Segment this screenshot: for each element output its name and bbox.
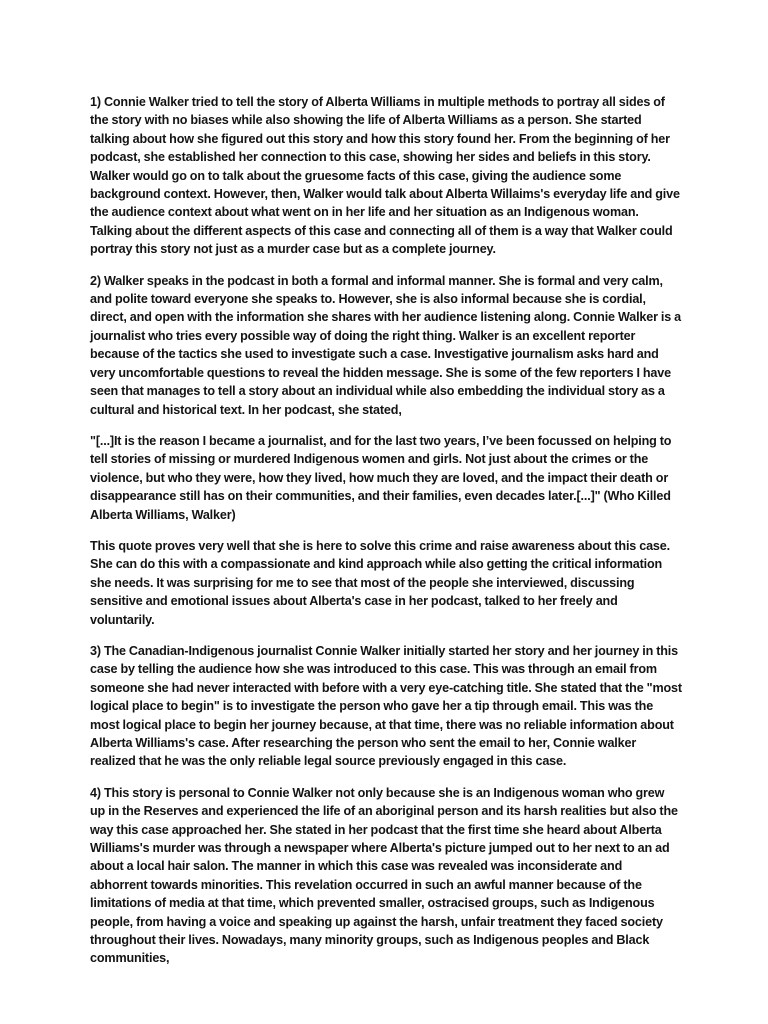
paragraph-answer-1: 1) Connie Walker tried to tell the story of Alberta Williams in multiple methods to portray all sides of the story with no biases while also showing the life of Alberta Williams as a person. She started talking about how she figured out this story and how this story found her. From the beginning of her podcast, she established her connection to this case, showing her sides and beliefs in this story. Walker would go on to talk about the gruesome facts of this case, giving the audience some background context. However, then, Walker would talk about Alberta Willaims's everyday life and give the audience context about what went on in her life and her situation as an Indigenous woman. Talking about the different aspects of this case and connecting all of them is a way that Walker could portray this story not just as a murder case but as a complete journey.	[90, 95, 680, 257]
paragraph-quote-analysis: This quote proves very well that she is here to solve this crime and raise awareness about this case. She can do this with a compassionate and kind approach while also getting the critical information she needs. It was surprising for me to see that most of the people she interviewed, discussing sensitive and emotional issues about Alberta's case in her podcast, talked to her freely and voluntarily.	[90, 538, 670, 627]
block-quote: "[...]It is the reason I became a journalist, and for the last two years, I’ve been focussed on helping to tell stories of missing or murdered Indigenous women and girls. Not just about the crimes or the violence, but who they were, how they lived, how much they are loved, and the impact their death or disappearance still has on their communities, and their families, even decades later.[...]" (Who Killed Alberta Williams, Walker)	[90, 433, 672, 522]
paragraph-answer-4: 4) This story is personal to Connie Walker not only because she is an Indigenous woman who grew up in the Reserves and experienced the life of an aboriginal person and its harsh realities but also the way this case approached her. She stated in her podcast that the first time she heard about Alberta Williams's murder was through a newspaper where Alberta's picture jumped out to her next to an ad about a local hair salon. The manner in which this case was revealed was inconsiderate and abhorrent towards minorities. This revelation occurred in such an awful manner because of the limitations of media at that time, which prevented smaller, ostracised groups, such as Indigenous people, from having a voice and speaking up against the harsh, unfair treatment they faced society throughout their lives. Nowadays, many minority groups, such as Indigenous peoples and Black communities,	[90, 785, 678, 966]
paragraph-answer-3: 3) The Canadian-Indigenous journalist Connie Walker initially started her story and her journey in this case by telling the audience how she was introduced to this case. This was through an email from someone she had never interacted with before with a very eye-catching title. She stated that the "most logical place to begin" is to investigate the person who gave her a tip through email. This was the most logical place to begin her journey because, at that time, there was no reliable information about Alberta Williams's case. After researching the person who sent the email to her, Connie walker realized that he was the only reliable legal source previously engaged in this case.	[90, 643, 682, 769]
paragraph-answer-2: 2) Walker speaks in the podcast in both a formal and informal manner. She is formal and very calm, and polite toward everyone she speaks to. However, she is also informal because she is cordial, direct, and open with the information she shares with her audience listening along. Connie Walker is a journalist who tries every possible way of doing the right thing. Walker is an excellent reporter because of the tactics she used to investigate such a case. Investigative journalism asks hard and very uncomfortable questions to reveal the hidden message. She is some of the few reporters I have seen that manages to tell a story about an individual while also embedding the individual story as a cultural and historical text. In her podcast, she stated,	[90, 273, 682, 417]
document-body	[90, 93, 682, 981]
